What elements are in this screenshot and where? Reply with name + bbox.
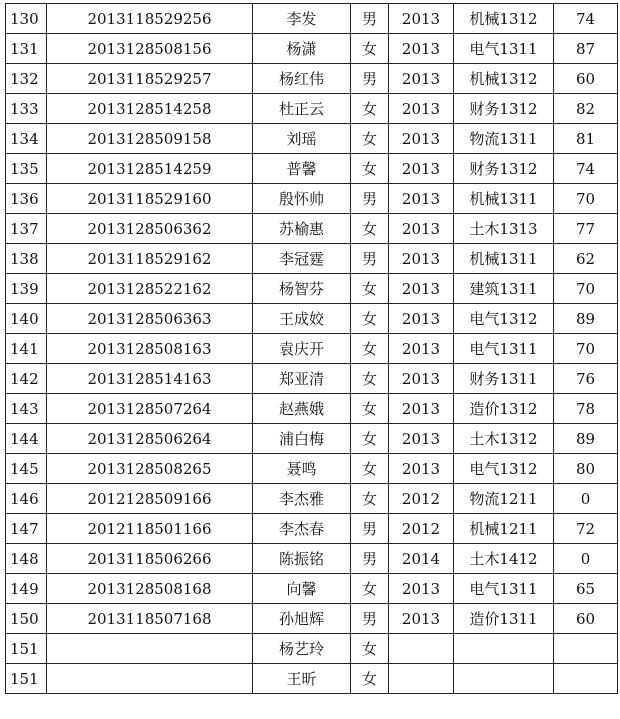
- table-row: [6, 364, 618, 394]
- student-id-cell: 2013118529160: [47, 184, 253, 214]
- row-number-cell: 134: [6, 124, 47, 154]
- enrollment-year-cell: 2013: [389, 604, 454, 634]
- score-cell: [554, 634, 618, 664]
- enrollment-year-cell: 2013: [389, 64, 454, 94]
- gender-cell: 女: [351, 154, 389, 184]
- table-row: [6, 634, 618, 664]
- student-name-cell: 李冠霆: [253, 244, 351, 274]
- class-cell: 机械1311: [454, 244, 554, 274]
- student-name-cell: 王成姣: [253, 304, 351, 334]
- score-cell: 74: [554, 4, 618, 34]
- student-id-cell: 2013118507168: [47, 604, 253, 634]
- row-number-cell: 148: [6, 544, 47, 574]
- row-number-cell: 132: [6, 64, 47, 94]
- enrollment-year-cell: 2013: [389, 184, 454, 214]
- score-cell: 70: [554, 274, 618, 304]
- gender-cell: 女: [351, 214, 389, 244]
- student-name-cell: 向馨: [253, 574, 351, 604]
- enrollment-year-cell: 2013: [389, 574, 454, 604]
- gender-cell: 女: [351, 304, 389, 334]
- enrollment-year-cell: 2013: [389, 34, 454, 64]
- gender-cell: 男: [351, 604, 389, 634]
- row-number-cell: 136: [6, 184, 47, 214]
- class-cell: 财务1312: [454, 94, 554, 124]
- table-row: [6, 64, 618, 94]
- class-cell: 电气1311: [454, 34, 554, 64]
- score-cell: [554, 664, 618, 694]
- gender-cell: 女: [351, 424, 389, 454]
- class-cell: 物流1311: [454, 124, 554, 154]
- class-cell: [454, 634, 554, 664]
- enrollment-year-cell: 2013: [389, 214, 454, 244]
- class-cell: 土木1312: [454, 424, 554, 454]
- score-cell: 70: [554, 184, 618, 214]
- student-id-cell: 2013128509158: [47, 124, 253, 154]
- enrollment-year-cell: 2013: [389, 154, 454, 184]
- gender-cell: 女: [351, 94, 389, 124]
- student-id-cell: 2013128514163: [47, 364, 253, 394]
- table-row: [6, 574, 618, 604]
- enrollment-year-cell: 2013: [389, 394, 454, 424]
- student-id-cell: 2013128522162: [47, 274, 253, 304]
- score-cell: 77: [554, 214, 618, 244]
- class-cell: 财务1312: [454, 154, 554, 184]
- table-row: [6, 94, 618, 124]
- enrollment-year-cell: 2013: [389, 124, 454, 154]
- class-cell: 电气1312: [454, 454, 554, 484]
- class-cell: 机械1311: [454, 184, 554, 214]
- gender-cell: 男: [351, 64, 389, 94]
- row-number-cell: 142: [6, 364, 47, 394]
- score-cell: 80: [554, 454, 618, 484]
- student-name-cell: 杨艺玲: [253, 634, 351, 664]
- student-id-cell: 2012118501166: [47, 514, 253, 544]
- student-id-cell: 2013118529256: [47, 4, 253, 34]
- class-cell: 机械1312: [454, 4, 554, 34]
- class-cell: 机械1211: [454, 514, 554, 544]
- student-name-cell: 孙旭辉: [253, 604, 351, 634]
- enrollment-year-cell: 2014: [389, 544, 454, 574]
- enrollment-year-cell: [389, 664, 454, 694]
- gender-cell: 女: [351, 364, 389, 394]
- enrollment-year-cell: 2012: [389, 514, 454, 544]
- score-cell: 60: [554, 64, 618, 94]
- student-id-cell: 2013118529162: [47, 244, 253, 274]
- enrollment-year-cell: 2013: [389, 364, 454, 394]
- gender-cell: 女: [351, 34, 389, 64]
- student-id-cell: [47, 664, 253, 694]
- table-row: [6, 154, 618, 184]
- class-cell: 造价1311: [454, 604, 554, 634]
- table-row: [6, 274, 618, 304]
- student-id-cell: 2013128506362: [47, 214, 253, 244]
- gender-cell: 女: [351, 454, 389, 484]
- score-cell: 60: [554, 604, 618, 634]
- gender-cell: 男: [351, 184, 389, 214]
- table-row: [6, 454, 618, 484]
- table-row: [6, 424, 618, 454]
- table-row: [6, 604, 618, 634]
- student-id-cell: 2013128508265: [47, 454, 253, 484]
- score-cell: 0: [554, 544, 618, 574]
- score-cell: 78: [554, 394, 618, 424]
- student-name-cell: 袁庆开: [253, 334, 351, 364]
- table-row: [6, 244, 618, 274]
- student-id-cell: 2012128509166: [47, 484, 253, 514]
- score-cell: 82: [554, 94, 618, 124]
- class-cell: 财务1311: [454, 364, 554, 394]
- score-cell: 72: [554, 514, 618, 544]
- student-id-cell: 2013128514259: [47, 154, 253, 184]
- row-number-cell: 147: [6, 514, 47, 544]
- student-name-cell: 赵燕娥: [253, 394, 351, 424]
- student-id-cell: 2013128508156: [47, 34, 253, 64]
- class-cell: [454, 664, 554, 694]
- class-cell: 机械1312: [454, 64, 554, 94]
- gender-cell: 女: [351, 664, 389, 694]
- student-id-cell: 2013118506266: [47, 544, 253, 574]
- table-row: [6, 664, 618, 694]
- score-cell: 70: [554, 334, 618, 364]
- gender-cell: 女: [351, 334, 389, 364]
- enrollment-year-cell: 2013: [389, 304, 454, 334]
- gender-cell: 男: [351, 4, 389, 34]
- table-row: [6, 304, 618, 334]
- gender-cell: 女: [351, 484, 389, 514]
- student-name-cell: 陈振铭: [253, 544, 351, 574]
- student-name-cell: 杨智芬: [253, 274, 351, 304]
- row-number-cell: 139: [6, 274, 47, 304]
- gender-cell: 女: [351, 394, 389, 424]
- row-number-cell: 135: [6, 154, 47, 184]
- student-name-cell: 李杰春: [253, 514, 351, 544]
- score-cell: 89: [554, 304, 618, 334]
- class-cell: 土木1412: [454, 544, 554, 574]
- student-id-cell: [47, 634, 253, 664]
- class-cell: 电气1311: [454, 334, 554, 364]
- row-number-cell: 140: [6, 304, 47, 334]
- student-id-cell: 2013128506363: [47, 304, 253, 334]
- row-number-cell: 149: [6, 574, 47, 604]
- row-number-cell: 151: [6, 664, 47, 694]
- score-cell: 87: [554, 34, 618, 64]
- student-id-cell: 2013128506264: [47, 424, 253, 454]
- row-number-cell: 145: [6, 454, 47, 484]
- row-number-cell: 130: [6, 4, 47, 34]
- enrollment-year-cell: 2013: [389, 424, 454, 454]
- row-number-cell: 151: [6, 634, 47, 664]
- table-row: [6, 34, 618, 64]
- student-name-cell: 李杰雅: [253, 484, 351, 514]
- row-number-cell: 138: [6, 244, 47, 274]
- enrollment-year-cell: 2013: [389, 454, 454, 484]
- class-cell: 物流1211: [454, 484, 554, 514]
- class-cell: 电气1311: [454, 574, 554, 604]
- student-id-cell: 2013118529257: [47, 64, 253, 94]
- student-name-cell: 王昕: [253, 664, 351, 694]
- row-number-cell: 133: [6, 94, 47, 124]
- student-score-sheet: [5, 3, 617, 694]
- student-name-cell: 刘瑶: [253, 124, 351, 154]
- score-cell: 65: [554, 574, 618, 604]
- student-id-cell: 2013128508168: [47, 574, 253, 604]
- enrollment-year-cell: 2013: [389, 274, 454, 304]
- gender-cell: 女: [351, 274, 389, 304]
- row-number-cell: 144: [6, 424, 47, 454]
- gender-cell: 男: [351, 244, 389, 274]
- student-name-cell: 李发: [253, 4, 351, 34]
- table-body: [6, 4, 618, 694]
- score-cell: 89: [554, 424, 618, 454]
- row-number-cell: 137: [6, 214, 47, 244]
- student-id-cell: 2013128508163: [47, 334, 253, 364]
- enrollment-year-cell: 2013: [389, 244, 454, 274]
- gender-cell: 男: [351, 514, 389, 544]
- student-name-cell: 聂鸣: [253, 454, 351, 484]
- table-row: [6, 394, 618, 424]
- enrollment-year-cell: 2013: [389, 94, 454, 124]
- table-row: [6, 514, 618, 544]
- student-name-cell: 杨红伟: [253, 64, 351, 94]
- table-row: [6, 214, 618, 244]
- student-id-cell: 2013128507264: [47, 394, 253, 424]
- class-cell: 电气1312: [454, 304, 554, 334]
- row-number-cell: 141: [6, 334, 47, 364]
- student-score-table: [5, 3, 618, 694]
- gender-cell: 女: [351, 574, 389, 604]
- student-name-cell: 郑亚清: [253, 364, 351, 394]
- class-cell: 建筑1311: [454, 274, 554, 304]
- table-row: [6, 484, 618, 514]
- student-name-cell: 杜正云: [253, 94, 351, 124]
- row-number-cell: 146: [6, 484, 47, 514]
- row-number-cell: 143: [6, 394, 47, 424]
- score-cell: 74: [554, 154, 618, 184]
- enrollment-year-cell: 2013: [389, 4, 454, 34]
- score-cell: 0: [554, 484, 618, 514]
- row-number-cell: 150: [6, 604, 47, 634]
- class-cell: 土木1313: [454, 214, 554, 244]
- student-name-cell: 殷怀帅: [253, 184, 351, 214]
- enrollment-year-cell: 2013: [389, 334, 454, 364]
- score-cell: 76: [554, 364, 618, 394]
- student-name-cell: 苏榆惠: [253, 214, 351, 244]
- score-cell: 62: [554, 244, 618, 274]
- class-cell: 造价1312: [454, 394, 554, 424]
- student-name-cell: 普馨: [253, 154, 351, 184]
- table-row: [6, 544, 618, 574]
- table-row: [6, 184, 618, 214]
- table-row: [6, 334, 618, 364]
- score-cell: 81: [554, 124, 618, 154]
- gender-cell: 男: [351, 544, 389, 574]
- gender-cell: 女: [351, 634, 389, 664]
- table-row: [6, 124, 618, 154]
- student-name-cell: 浦白梅: [253, 424, 351, 454]
- student-id-cell: 2013128514258: [47, 94, 253, 124]
- gender-cell: 女: [351, 124, 389, 154]
- student-name-cell: 杨潇: [253, 34, 351, 64]
- enrollment-year-cell: [389, 634, 454, 664]
- enrollment-year-cell: 2012: [389, 484, 454, 514]
- table-row: [6, 4, 618, 34]
- row-number-cell: 131: [6, 34, 47, 64]
